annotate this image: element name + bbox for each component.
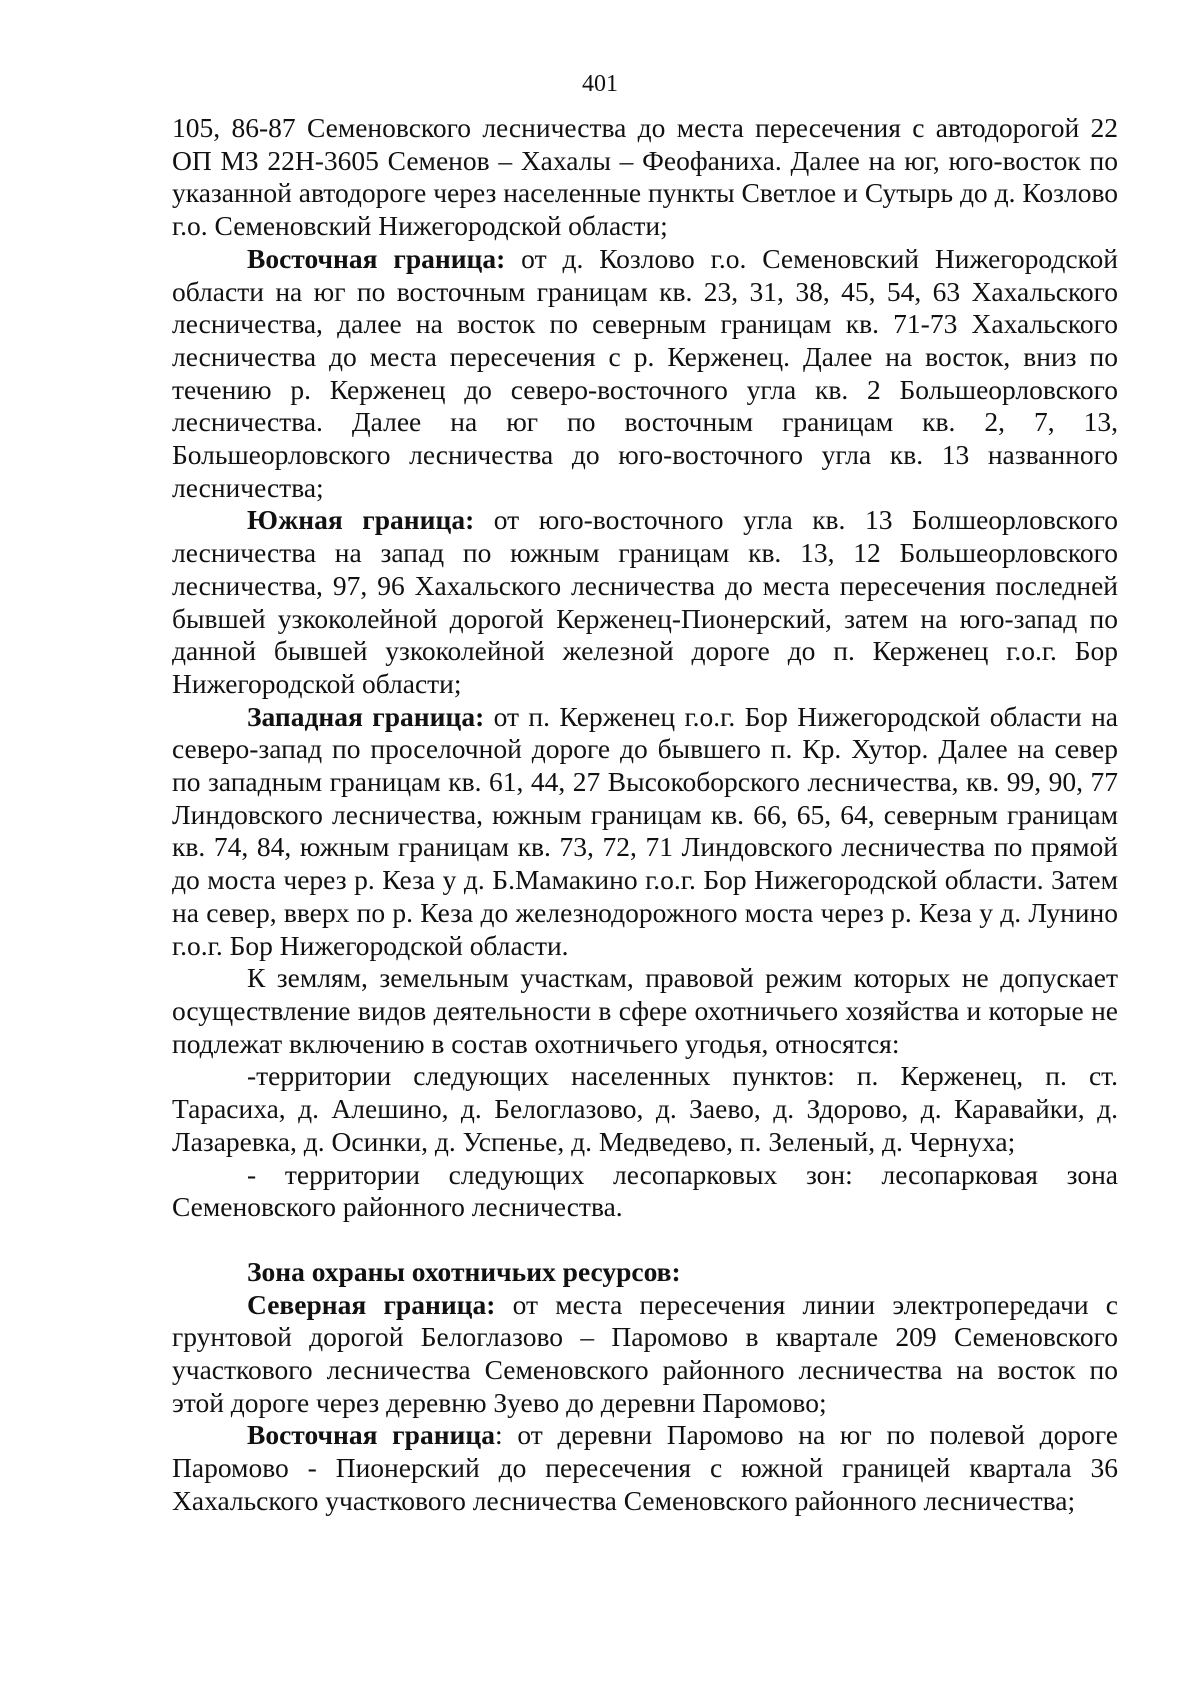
east-boundary-text: от д. Козлово г.о. Семеновский Нижегородской области на юг по восточным границам кв. 23, 31, 38, 45, 54, 63 Хахальского лесничества, далее на восток по северным границам кв. 71-73 Хахальского лесничества до места пересечения с р. Керженец. Далее на восток, вниз по течению р. Керженец до северо-восточного угла кв. 2 Большеорловского лесничества. Далее на юг по восточным границам кв. 2, 7, 13, Большеорловского лесничества до юго-восточного угла кв. 13 названного лесничества; bbox=[172, 242, 1118, 503]
east-boundary-2-label: Восточная граница bbox=[247, 1419, 496, 1451]
east-boundary-2-text: : от деревни Паромово на юг по полевой дороге Паромово - Пионерский до пересечения с южной границей квартала 36 Хахальского участкового лесничества Семеновского районного лесничества; bbox=[172, 1419, 1119, 1516]
north-boundary-label: Северная граница: bbox=[247, 1288, 496, 1320]
paragraph-south-boundary bbox=[172, 504, 1118, 700]
south-boundary-label: Южная граница: bbox=[247, 504, 475, 536]
south-boundary-text: от юго-восточного угла кв. 13 Болшеорловского лесничества на запад по южным границам кв. 13, 12 Большеорловского лесничества, 97, 96 Хахальского лесничества до места пересечения последней бывшей узкоколейной дорогой Керженец-Пионерский, затем на юго-запад по данной бывшей узкоколейной железной дороге до п. Керженец г.о.г. Бор Нижегородской области; bbox=[172, 504, 1118, 699]
document-body bbox=[172, 112, 1118, 1518]
west-boundary-text: от п. Керженец г.о.г. Бор Нижегородской области на северо-запад по проселочной дороге до бывшего п. Кр. Хутор. Далее на север по западным границам кв. 61, 44, 27 Высокоборского лесничества, кв. 99, 90, 77 Линдовского лесничества, южным границам кв. 66, 65, 64, северным границам кв. 74, 84, южным границам кв. 73, 72, 71 Линдовского лесничества по прямой до моста через р. Кеза у д. Б.Мамакино г.о.г. Бор Нижегородской области. Затем на север, вверх по р. Кеза до железнодорожного моста через р. Кеза у д. Лунино г.о.г. Бор Нижегородской области. bbox=[172, 700, 1119, 961]
paragraph-north-boundary bbox=[172, 1289, 1118, 1420]
paragraph-east-boundary bbox=[172, 243, 1118, 505]
west-boundary-label: Западная граница: bbox=[247, 700, 485, 732]
paragraph-west-boundary bbox=[172, 701, 1118, 963]
paragraph-forest-park-zones: - территории следующих лесопарковых зон: лесопарковая зона Семеновского районного лесничества. bbox=[172, 1158, 1118, 1223]
east-boundary-label: Восточная граница: bbox=[247, 242, 506, 274]
paragraph-east-boundary-2 bbox=[172, 1419, 1118, 1517]
paragraph-settlements: -территории следующих населенных пунктов: п. Керженец, п. ст. Тарасиха, д. Алешино, д. Белоглазово, д. Заево, д. Здорово, д. Каравайки, д. Лазаревка, д. Осинки, д. Успенье, д. Медведево, п. Зеленый, д. Чернуха; bbox=[172, 1060, 1118, 1157]
section-heading: Зона охраны охотничьих ресурсов: bbox=[247, 1255, 681, 1287]
page-number: 401 bbox=[582, 71, 618, 97]
paragraph-continuation: 105, 86-87 Семеновского лесничества до места пересечения с автодорогой 22 ОП МЗ 22Н-3605 Семенов – Хахалы – Феофаниха. Далее на юг, юго-восток по указанной автодороге через населенные пункты Светлое и Сутырь до д. Козлово г.о. Семеновский Нижегородской области; bbox=[172, 112, 1118, 242]
paragraph-excluded-lands: К землям, земельным участкам, правовой режим которых не допускает осуществление видов деятельности в сфере охотничьего хозяйства и которые не подлежат включению в состав охотничьего угодья, относятся: bbox=[172, 962, 1118, 1059]
north-boundary-text: от места пересечения линии электропередачи с грунтовой дорогой Белоглазово – Паромово в квартале 209 Семеновского участкового лесничества Семеновского районного лесничества на восток по этой дороге через деревню Зуево до деревни Паромово; bbox=[172, 1288, 1118, 1418]
